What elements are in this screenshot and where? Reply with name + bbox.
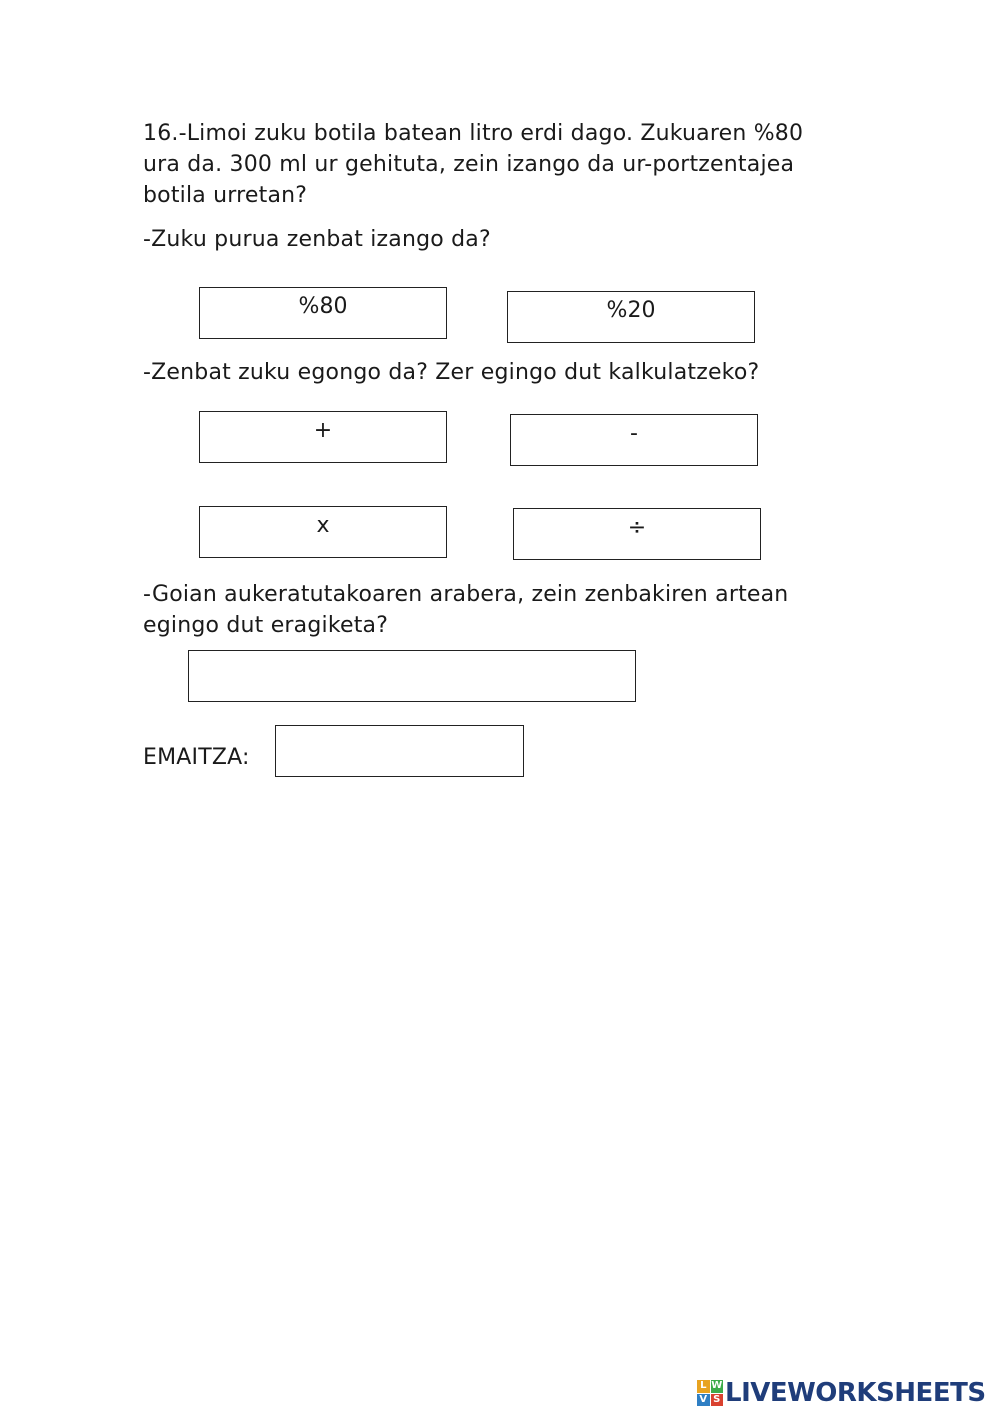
logo-mark-s: S	[711, 1394, 724, 1407]
option-percent-20-label: %20	[606, 298, 656, 323]
option-add-label: +	[313, 418, 333, 443]
option-percent-80[interactable]	[199, 287, 447, 339]
option-subtract-label: -	[630, 421, 638, 446]
option-divide[interactable]	[513, 508, 761, 560]
option-percent-20[interactable]	[507, 291, 755, 343]
question-intro-line-3: botila urretan?	[143, 183, 308, 208]
logo-mark-w: W	[711, 1380, 723, 1391]
question-numbers-line-1: -Goian aukeratutakoaren arabera, zein zenbakiren artean	[143, 582, 789, 607]
logo-mark-icon	[697, 1380, 723, 1406]
result-label: EMAITZA:	[143, 745, 250, 770]
option-percent-80-label: %80	[298, 294, 348, 319]
option-subtract[interactable]	[510, 414, 758, 466]
question-intro-line-1: 16.-Limoi zuku botila batean litro erdi dago. Zukuaren %80	[143, 121, 804, 146]
option-divide-label: ÷	[627, 515, 647, 540]
question-intro-line-2: ura da. 300 ml ur gehituta, zein izango da ur-portzentajea	[143, 152, 795, 177]
liveworksheets-logo	[697, 1378, 986, 1408]
logo-mark-l: L	[697, 1380, 710, 1393]
question-pure-juice: -Zuku purua zenbat izango da?	[143, 227, 491, 252]
numbers-input[interactable]	[188, 650, 636, 702]
option-add[interactable]	[199, 411, 447, 463]
result-input[interactable]	[275, 725, 524, 777]
logo-text: LIVEWORKSHEETS	[725, 1378, 986, 1408]
question-numbers-line-2: egingo dut eragiketa?	[143, 613, 389, 638]
option-multiply[interactable]	[199, 506, 447, 558]
question-operation: -Zenbat zuku egongo da? Zer egingo dut kalkulatzeko?	[143, 360, 760, 385]
logo-mark-v: V	[697, 1394, 710, 1407]
option-multiply-label: x	[316, 513, 330, 538]
